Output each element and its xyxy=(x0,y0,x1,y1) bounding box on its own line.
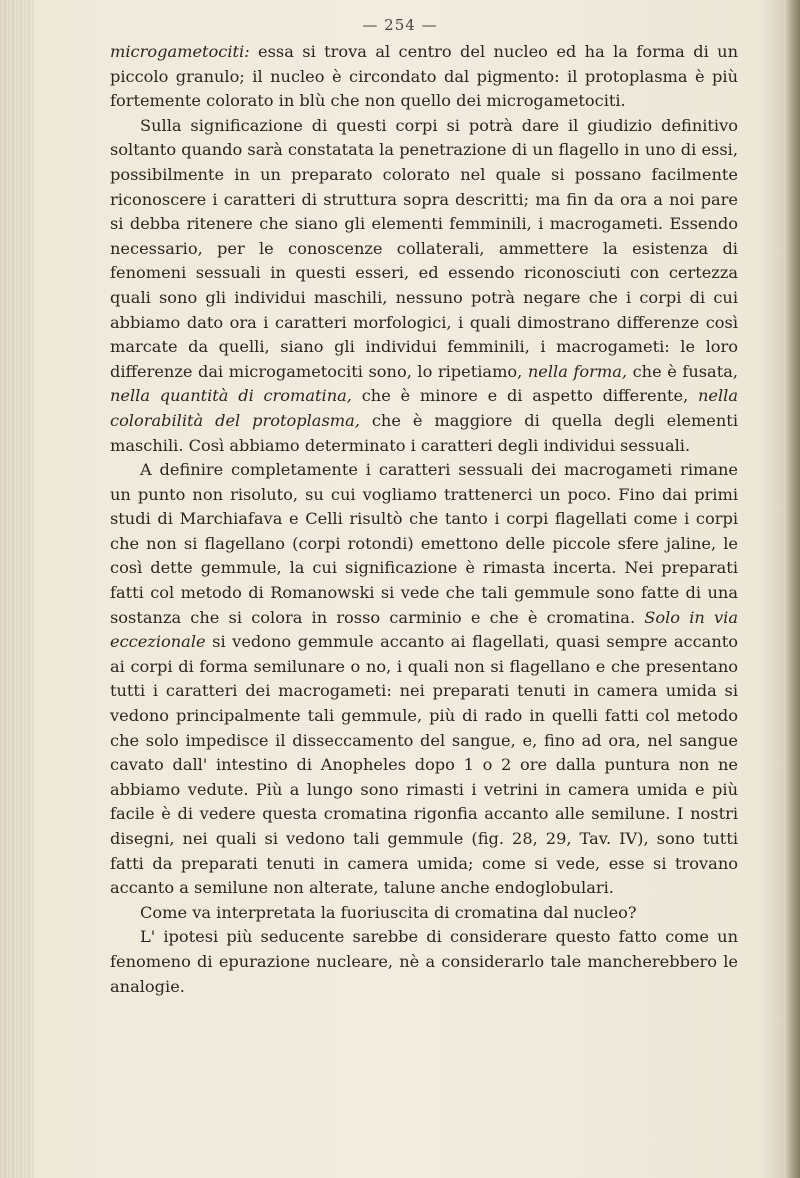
emphasized-text: nella forma, xyxy=(527,361,628,381)
page-edge-shadow xyxy=(786,0,800,1178)
text-run: Come va interpretata la fuoriuscita di cromatina dal nucleo? xyxy=(140,902,637,922)
text-run: A definire completamente i caratteri sessuali dei macrogameti rimane un punto non risoluto, su cui vogliamo trattenerci un poco. Fino dai primi studi di Marchiafava e Celli risultò che tanto i corpi flagellati come i corpi che non si flagellano (corpi rotondi) emettono delle piccole sfere jaline, le così dette gemmule, la cui significazione è rimasta incerta. Nei preparati fatti col metodo di Romanowski si vede che tali gemmule sono fatte di una sostanza che si colora in rosso carminio e che è cromatina. xyxy=(110,460,738,627)
text-run: che è fusata, xyxy=(627,361,739,381)
emphasized-text: nella colorabilità del protoplasma, xyxy=(110,386,738,430)
text-run: che è minore e di aspetto differente, xyxy=(351,386,698,406)
page-spine-shadow xyxy=(0,0,34,1178)
text-run: essa si trova al centro del nucleo ed ha la forma di un piccolo granulo; il nucleo è circondato dal pigmento: il protoplasma è più fortemente colorato in blù che non quello dei microgametociti. xyxy=(110,42,738,111)
body-text xyxy=(110,40,738,999)
paragraph xyxy=(110,925,738,999)
paragraph xyxy=(110,458,738,901)
text-run: Sulla significazione di questi corpi si potrà dare il giudizio definitivo soltanto quando sarà constatata la penetrazione di un flagello in uno di essi, possibilmente in un preparato colorato nel quale si possano facilmente riconoscere i caratteri di struttura sopra descritti; ma fin da ora a noi pare si debba ritenere che siano gli elementi femminili, i macrogameti. Essendo necessario, per le conoscenze collaterali, ammettere la esistenza di fenomeni sessuali in questi esseri, ed essendo riconosciuti con certezza quali sono gli individui maschili, nessuno potrà negare che i corpi di cui abbiamo dato ora i caratteri morfologici, i quali dimostrano differenze così marcate da quelli, siano gli individui femminili, i macrogameti: le loro differenze dai microgametociti sono, lo ripetiamo, xyxy=(110,115,738,381)
text-run: si vedono gemmule accanto ai flagellati, quasi sempre accanto ai corpi di forma semilunare o no, i quali non si flagellano e che presentano tutti i caratteri dei macrogameti: nei preparati tenuti in camera umida si vedono principalmente tali gemmule, più di rado in quelli fatti col metodo che solo impedisce il disseccamento del sangue, e, fino ad ora, nel sangue cavato dall' intestino di Anopheles dopo 1 o 2 ore dalla puntura non ne abbiamo vedute. Più a lungo sono rimasti i vetrini in camera umida e più facile è di vedere questa cromatina rigonfia accanto alle semilune. I nostri disegni, nei quali si vedono tali gemmule (fig. 28, 29, Tav. IV), sono tutti fatti da preparati tenuti in camera umida; come si vede, esse si trovano accanto a semilune non alterate, talune anche endoglobulari. xyxy=(110,632,738,898)
text-run: L' ipotesi più seducente sarebbe di considerare questo fatto come un fenomeno di epurazione nucleare, nè a considerarlo tale mancherebbero le analogie. xyxy=(110,927,738,996)
emphasized-text: microgametociti: xyxy=(110,42,250,61)
paragraph xyxy=(110,114,738,458)
page-number: — 254 — xyxy=(362,16,438,34)
paragraph xyxy=(110,40,738,114)
emphasized-text: nella quantità di cromatina, xyxy=(110,386,352,406)
paragraph xyxy=(110,901,738,926)
text-run: che è maggiore di quella degli elementi maschili. Così abbiamo determinato i caratteri degli individui sessuali. xyxy=(110,410,738,455)
emphasized-text: Solo in via eccezionale xyxy=(110,607,738,652)
